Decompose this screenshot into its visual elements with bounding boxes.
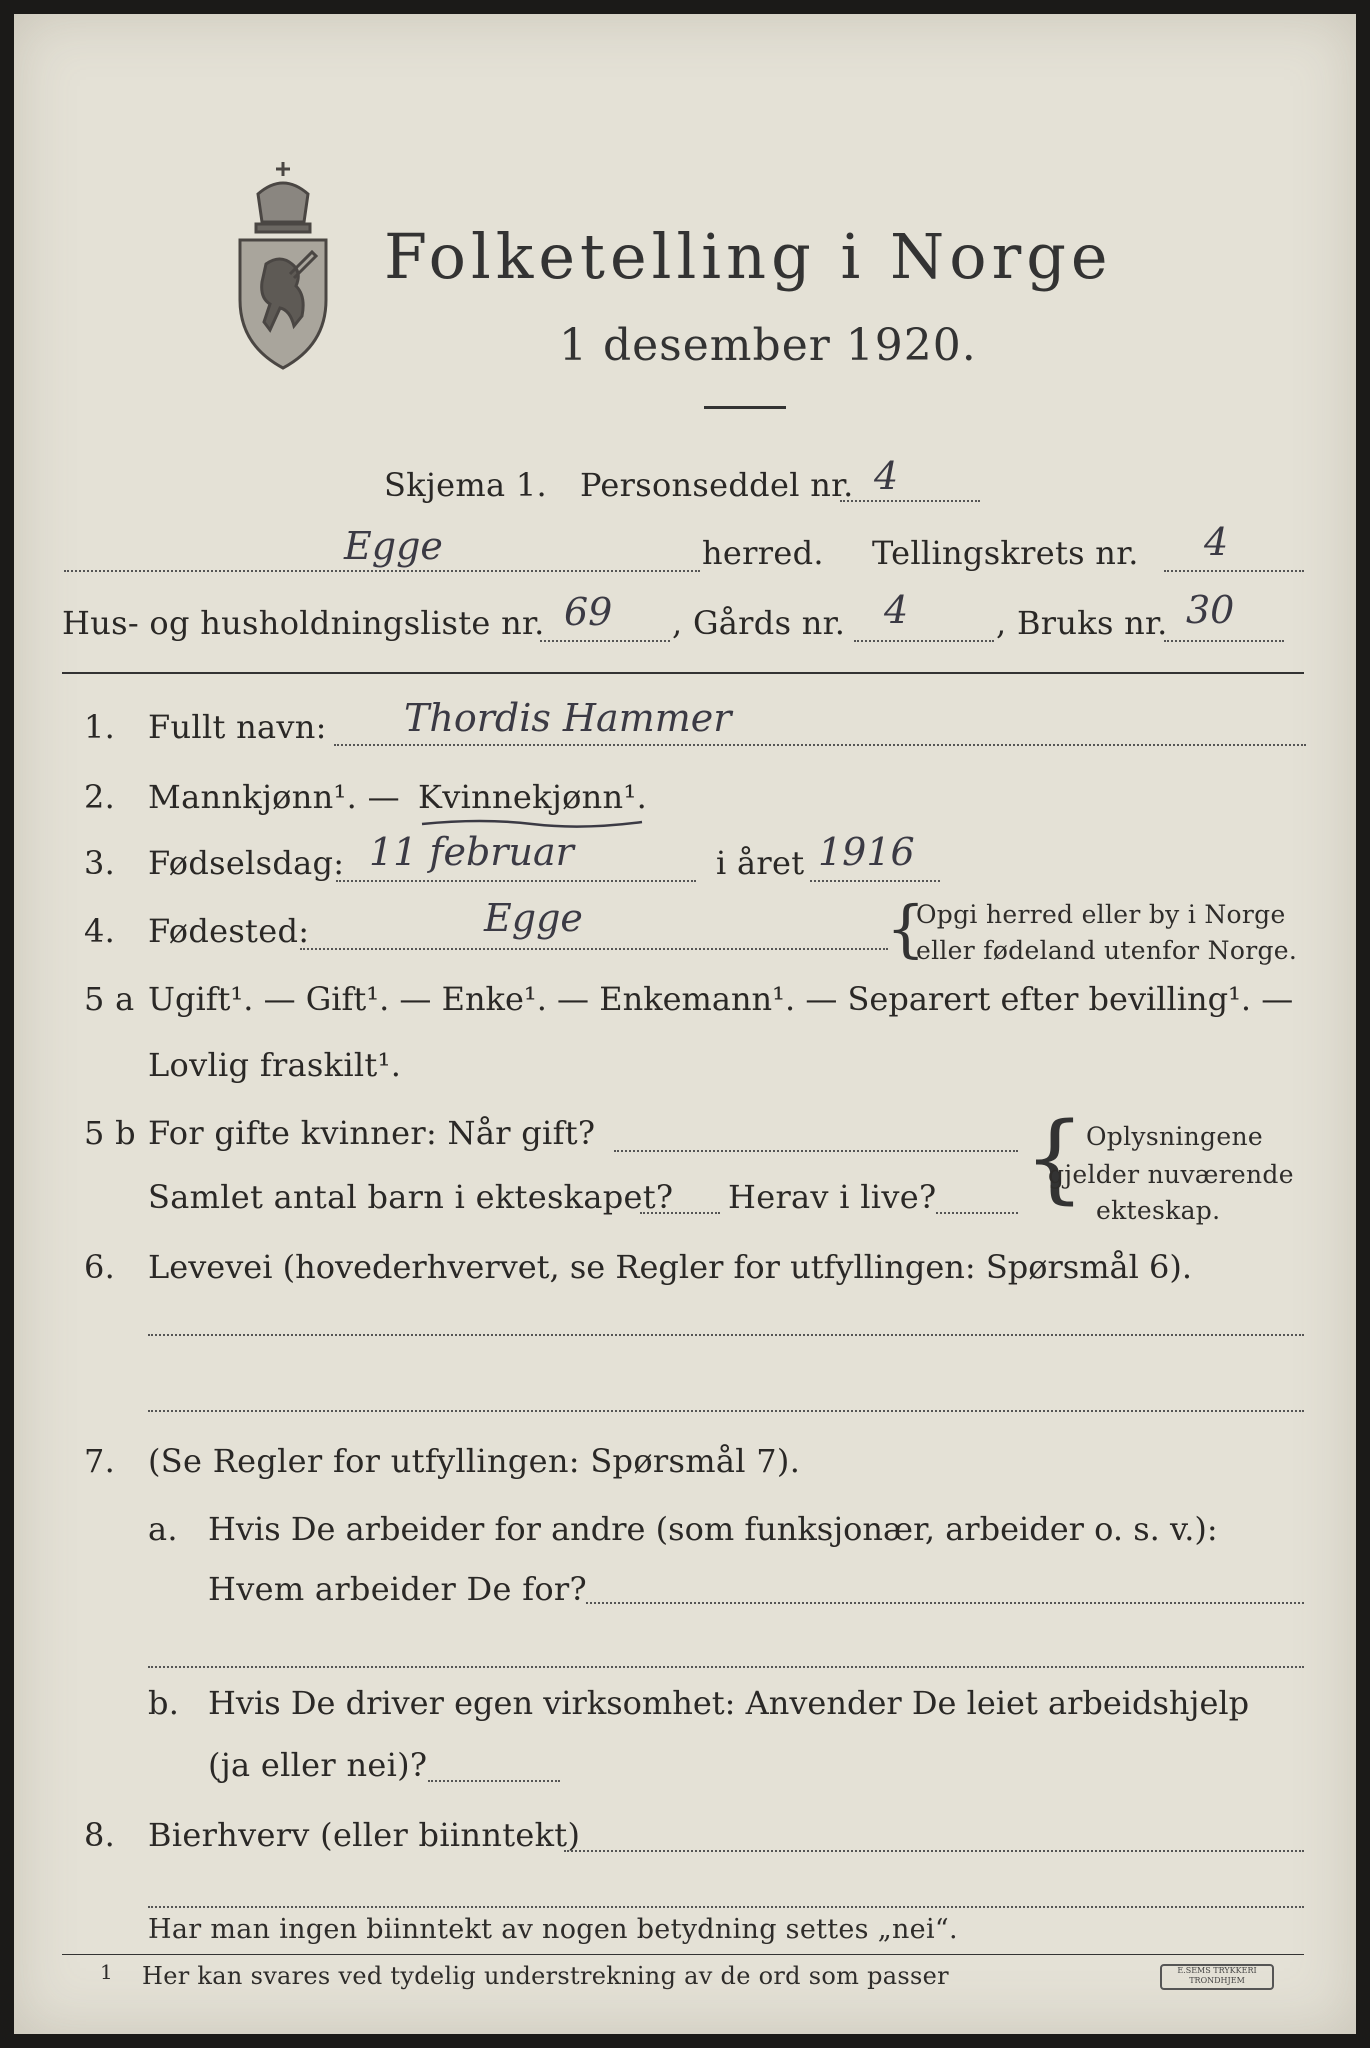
printer-stamp-text: E.SEMS TRYKKERI TRONDHJEM [1177, 1966, 1257, 1985]
q3-label: Fødselsdag: [148, 844, 345, 882]
q5b-number: 5 b [84, 1114, 136, 1152]
q4-number: 4. [84, 912, 116, 950]
q5b-alive-line [936, 1212, 1018, 1214]
personseddel-value: 4 [874, 454, 899, 498]
q5b-note-line1: Oplysningene [1086, 1122, 1263, 1151]
q6-line-2 [148, 1410, 1304, 1412]
q5a-number: 5 a [84, 980, 135, 1018]
q3-number: 3. [84, 844, 116, 882]
q7a-line-2 [148, 1666, 1304, 1668]
q1-label: Fullt navn: [148, 708, 327, 746]
q5b-married-line [614, 1150, 1018, 1152]
personseddel-label: Personseddel nr. [580, 466, 854, 504]
q1-value: Thordis Hammer [404, 696, 732, 740]
herred-line [64, 570, 700, 572]
norwegian-coat-of-arms-icon [228, 154, 338, 374]
q7b-letter: b. [148, 1684, 180, 1722]
q8-number: 8. [84, 1816, 116, 1854]
tellingskrets-label: Tellingskrets nr. [872, 534, 1139, 572]
q8-label: Bierhverv (eller biinntekt) [148, 1816, 581, 1854]
census-date: 1 desember 1920. [559, 320, 977, 371]
census-form-page [14, 14, 1356, 2034]
q7a-letter: a. [148, 1510, 178, 1548]
bruks-label: , Bruks nr. [996, 604, 1168, 642]
q5b-children-label: Samlet antal barn i ekteskapet? [148, 1178, 674, 1216]
q4-label: Fødested: [148, 912, 310, 950]
q5b-children-line [640, 1212, 720, 1214]
footnote-mark: 1 [100, 1960, 114, 1984]
herred-label: herred. [702, 534, 824, 572]
q3-value: 11 februar [369, 830, 574, 874]
printer-stamp [1160, 1964, 1274, 1990]
q3-year-label: i året [716, 844, 805, 882]
q8-line-2 [148, 1906, 1304, 1908]
q2-female-option: Kvinnekjønn¹. [418, 778, 648, 816]
hus-line [540, 640, 670, 642]
q7-number: 7. [84, 1442, 116, 1480]
q3-line [336, 880, 696, 882]
herred-value: Egge [344, 524, 443, 568]
q7a-line-1 [586, 1602, 1304, 1604]
q2-female-underline [418, 816, 648, 830]
q6-number: 6. [84, 1248, 116, 1286]
q6-label: Levevei (hovederhvervet, se Regler for utfyllingen: Spørsmål 6). [148, 1248, 1193, 1286]
gards-line [854, 640, 994, 642]
q5b-label: For gifte kvinner: Når gift? [148, 1114, 596, 1152]
bruks-line [1164, 640, 1284, 642]
skjema-label: Skjema 1. [384, 466, 547, 504]
q3-year-line [810, 880, 940, 882]
hus-label: Hus- og husholdningsliste nr. [62, 604, 545, 642]
q4-note-line2: eller fødeland utenfor Norge. [916, 936, 1298, 965]
footnote-text: Her kan svares ved tydelig understrekning av de ord som passer [142, 1962, 949, 1990]
q5a-options-cont: Lovlig fraskilt¹. [148, 1046, 402, 1084]
q4-value: Egge [484, 896, 583, 940]
bruks-value: 30 [1186, 588, 1235, 632]
gards-value: 4 [884, 588, 909, 632]
q4-line [300, 948, 888, 950]
q1-line [334, 744, 1306, 746]
q5b-note-brace: { [1024, 1102, 1086, 1214]
q4-note-line1: Opgi herred eller by i Norge [916, 900, 1286, 929]
q4-note-brace: { [886, 892, 926, 965]
q5b-note-line2: gjelder nuværende [1048, 1160, 1294, 1189]
gards-label: , Gårds nr. [672, 604, 846, 642]
q2-male-option: Mannkjønn¹. — [148, 778, 400, 816]
q8-note: Har man ingen biinntekt av nogen betydning settes „nei“. [148, 1914, 958, 1945]
q5a-options: Ugift¹. — Gift¹. — Enke¹. — Enkemann¹. — Separert efter bevilling¹. — [148, 980, 1294, 1018]
q8-line-1 [564, 1850, 1304, 1852]
hus-value: 69 [564, 590, 613, 634]
form-title: Folketelling i Norge [384, 220, 1113, 293]
q5b-alive-label: Herav i live? [728, 1178, 937, 1216]
q3-year-value: 1916 [818, 830, 915, 874]
q1-number: 1. [84, 708, 116, 746]
tellingskrets-line [1164, 570, 1304, 572]
header-divider [62, 672, 1304, 674]
title-divider [704, 406, 786, 409]
personseddel-line [840, 500, 980, 502]
q7a-label2: Hvem arbeider De for? [208, 1570, 587, 1608]
q7a-label: Hvis De arbeider for andre (som funksjonær, arbeider o. s. v.): [208, 1510, 1218, 1548]
q7b-line [428, 1780, 560, 1782]
q2-number: 2. [84, 778, 116, 816]
q7b-label2: (ja eller nei)? [208, 1746, 428, 1784]
q7b-label: Hvis De driver egen virksomhet: Anvender De leiet arbeidshjelp [208, 1684, 1250, 1722]
q7-label: (Se Regler for utfyllingen: Spørsmål 7). [148, 1442, 801, 1480]
q6-line-1 [148, 1334, 1304, 1336]
tellingskrets-value: 4 [1204, 520, 1229, 564]
q5b-note-line3: ekteskap. [1096, 1196, 1221, 1225]
footnote-divider [62, 1954, 1304, 1955]
